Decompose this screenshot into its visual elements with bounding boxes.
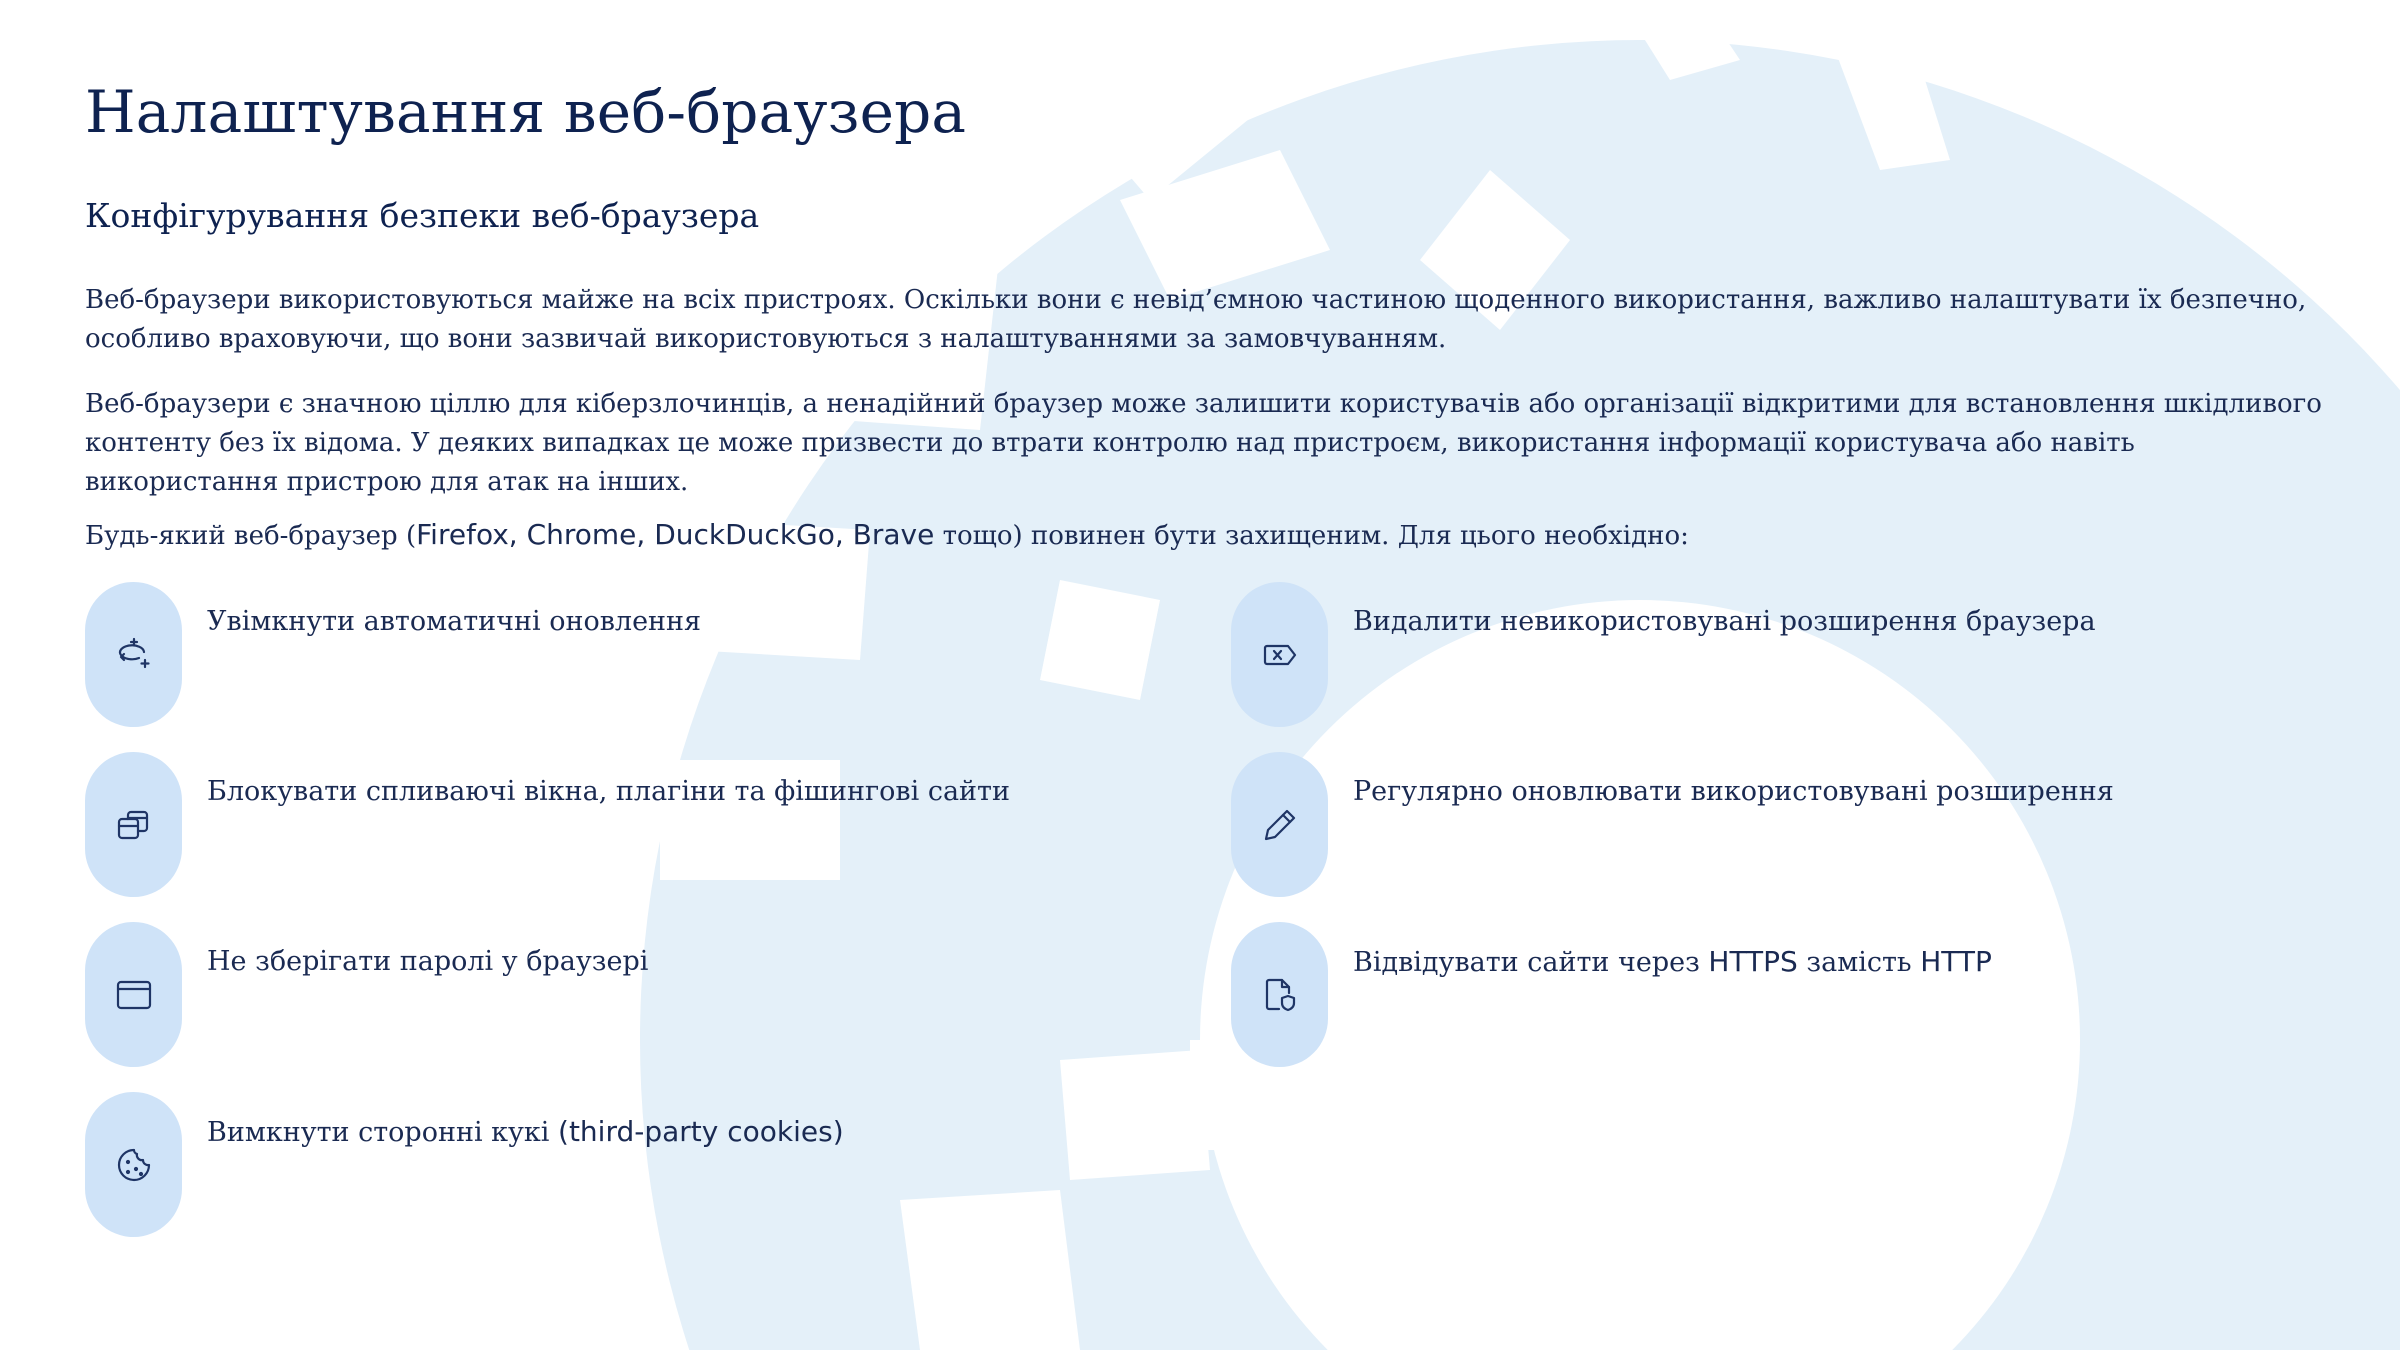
intro-paragraph: Веб-браузери використовуються майже на всіх пристроях. Оскільки вони є невід’ємною частиною щоденного використання, важливо налаштувати їх безпечно, особливо враховуючи, що вони зазвичай використовуються з налаштуваннями за замовчуванням. — [85, 285, 2307, 354]
remove-tag-icon — [1260, 635, 1300, 675]
item-label: Увімкнути автоматичні оновлення — [207, 606, 702, 637]
item-label: Видалити невикористовувані розширення браузера — [1353, 606, 2096, 637]
section-subtitle: Конфігурування безпеки веб-браузера — [85, 196, 760, 235]
item-label: Блокувати спливаючі вікна, плагіни та фішингові сайти — [207, 776, 1010, 807]
cookie-icon — [114, 1145, 154, 1185]
pencil-icon — [1260, 805, 1300, 845]
item-icon-pill — [85, 582, 182, 727]
browser-window-icon — [114, 975, 154, 1015]
item-icon-pill — [1231, 582, 1328, 727]
requirements-lead — [85, 515, 2325, 556]
browser-list: Firefox, Chrome, DuckDuckGo, Brave — [416, 518, 935, 551]
item-icon-pill — [1231, 922, 1328, 1067]
item-label: Вимкнути сторонні кукі (third-party cookies) — [207, 1115, 844, 1148]
item-label: Не зберігати паролі у браузері — [207, 946, 649, 977]
threat-paragraph: Веб-браузери є значною ціллю для кіберзлочинців, а ненадійний браузер може залишити користувачів або організації відкритими для встановлення шкідливого контенту без їх відома. У деяких випадках це може призвести до втрати контролю над пристроєм, використання інформації користувача або навіть використання пристрою для атак на інших. — [85, 389, 2322, 497]
windows-stack-icon — [114, 805, 154, 845]
page-title: Налаштування веб-браузера — [85, 78, 967, 146]
item-icon-pill — [85, 752, 182, 897]
document-shield-icon — [1260, 975, 1300, 1015]
item-label: Відвідувати сайти через HTTPS замість HTTP — [1353, 945, 1992, 978]
lead-prefix: Будь-який веб-браузер ( — [85, 521, 417, 551]
item-icon-pill — [1231, 752, 1328, 897]
item-label: Регулярно оновлювати використовувані розширення — [1353, 776, 2114, 807]
item-icon-pill — [85, 1092, 182, 1237]
lead-suffix: тощо) повинен бути захищеним. Для цього необхідно: — [934, 521, 1689, 551]
refresh-sparkle-icon — [114, 635, 154, 675]
item-icon-pill — [85, 922, 182, 1067]
